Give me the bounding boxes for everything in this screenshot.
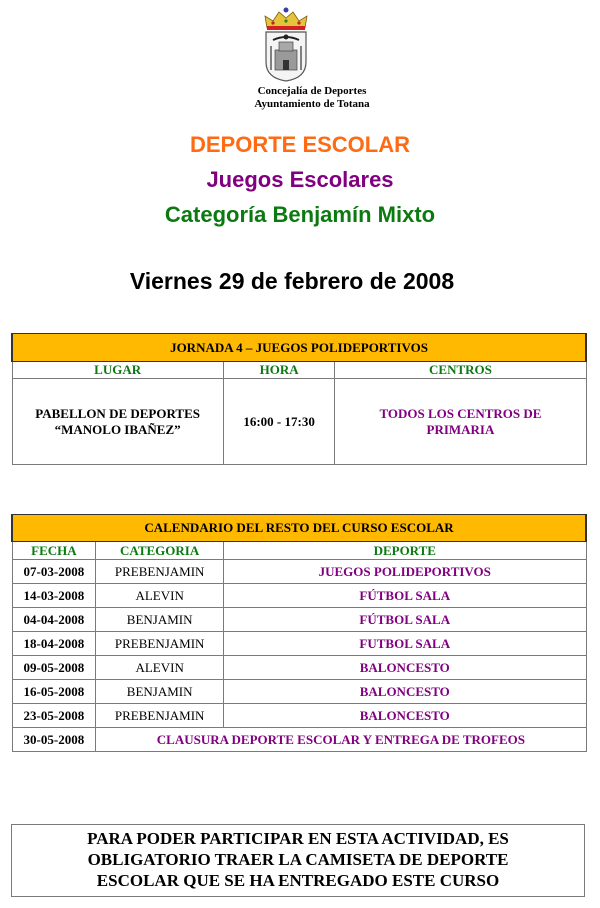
category-cell: BENJAMIN: [96, 608, 224, 632]
table-row: [12, 560, 586, 584]
jornada-title: JORNADA 4 – JUEGOS POLIDEPORTIVOS: [12, 334, 586, 362]
coat-of-arms-icon: [261, 6, 311, 82]
date-cell: 23-05-2008: [12, 704, 96, 728]
sport-cell: BALONCESTO: [224, 704, 586, 728]
category-cell: PREBENJAMIN: [96, 560, 224, 584]
category-cell: PREBENJAMIN: [96, 632, 224, 656]
column-header-deporte: DEPORTE: [224, 542, 586, 560]
table-row: [12, 584, 586, 608]
date-cell: 18-04-2008: [12, 632, 96, 656]
time-cell: 16:00 - 17:30: [223, 379, 335, 465]
date-cell: 16-05-2008: [12, 680, 96, 704]
sport-cell: BALONCESTO: [224, 656, 586, 680]
date-cell: 04-04-2008: [12, 608, 96, 632]
category-title: Categoría Benjamín Mixto: [164, 202, 436, 227]
schools-line2: PRIMARIA: [426, 421, 495, 437]
notice-line3: ESCOLAR QUE SE HA ENTREGADO ESTE CURSO: [96, 871, 500, 890]
notice-line1: PARA PODER PARTICIPAR EN ESTA ACTIVIDAD, ES: [87, 829, 509, 848]
date-cell: 14-03-2008: [12, 584, 96, 608]
column-header-lugar: LUGAR: [12, 362, 223, 379]
event-date: Viernes 29 de febrero de 2008: [129, 268, 455, 294]
main-title: DEPORTE ESCOLAR: [189, 132, 411, 157]
calendar-table: [11, 514, 587, 752]
sport-cell: FÚTBOL SALA: [224, 584, 586, 608]
table-row: [12, 704, 586, 728]
venue-line2: “MANOLO IBAÑEZ”: [54, 421, 181, 437]
schools-cell: [335, 379, 586, 465]
date-cell: 09-05-2008: [12, 656, 96, 680]
org-department: Concejalía de Deportes: [257, 85, 367, 97]
column-header-fecha: FECHA: [12, 542, 96, 560]
category-cell: PREBENJAMIN: [96, 704, 224, 728]
category-cell: BENJAMIN: [96, 680, 224, 704]
table-row: [12, 680, 586, 704]
venue-cell: [12, 379, 223, 465]
sport-cell: BALONCESTO: [224, 680, 586, 704]
sub-title: Juegos Escolares: [206, 167, 394, 192]
sport-cell: FUTBOL SALA: [224, 632, 586, 656]
column-header-categoria: CATEGORIA: [96, 542, 224, 560]
category-cell: ALEVIN: [96, 584, 224, 608]
date-cell: 07-03-2008: [12, 560, 96, 584]
tshirt-notice: [11, 824, 585, 897]
sport-cell: FÚTBOL SALA: [224, 608, 586, 632]
table-row: [12, 632, 586, 656]
sport-cell: JUEGOS POLIDEPORTIVOS: [224, 560, 586, 584]
column-header-centros: CENTROS: [335, 362, 586, 379]
venue-line1: PABELLON DE DEPORTES: [35, 405, 200, 421]
notice-line2: OBLIGATORIO TRAER LA CAMISETA DE DEPORTE: [87, 850, 509, 869]
table-row: [12, 656, 586, 680]
table-row: [12, 608, 586, 632]
table-row-final: [12, 728, 586, 752]
jornada-table: [11, 333, 587, 465]
category-cell: ALEVIN: [96, 656, 224, 680]
date-cell: 30-05-2008: [12, 728, 96, 752]
org-council: Ayuntamiento de Totana: [254, 98, 370, 110]
closing-event-cell: CLAUSURA DEPORTE ESCOLAR Y ENTREGA DE TROFEOS: [96, 728, 586, 752]
schools-line1: TODOS LOS CENTROS DE: [379, 405, 542, 421]
calendar-title: CALENDARIO DEL RESTO DEL CURSO ESCOLAR: [12, 515, 586, 542]
column-header-hora: HORA: [223, 362, 335, 379]
